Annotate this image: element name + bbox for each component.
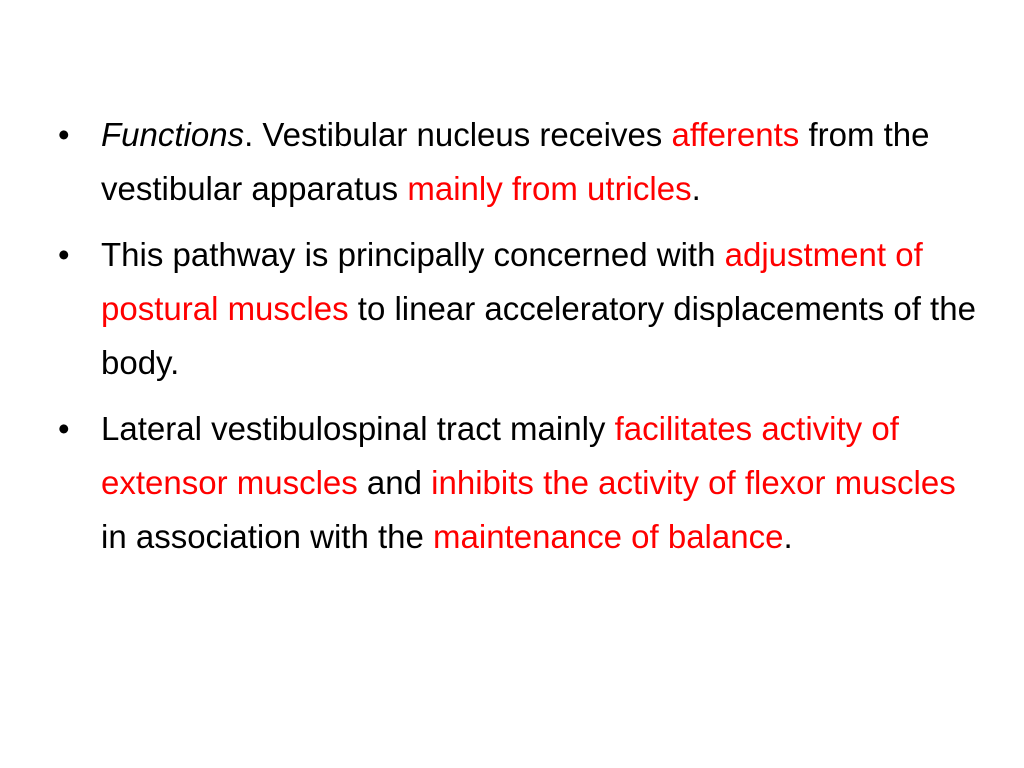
- text-segment: . Vestibular nucleus receives: [244, 116, 672, 153]
- bullet-item-lateral-tract: [56, 402, 976, 564]
- bullet-list: [56, 108, 976, 576]
- text-segment: in association with the: [101, 518, 434, 555]
- highlight-segment: inhibits the activity of flexor muscles: [431, 464, 956, 501]
- highlight-segment: facilitates activity of extensor muscles: [101, 410, 899, 501]
- text-segment: .: [691, 170, 701, 207]
- text-segment: .: [783, 518, 793, 555]
- bullet-item-pathway: [56, 228, 976, 390]
- highlight-segment: afferents: [671, 116, 800, 153]
- highlight-segment: maintenance of balance: [433, 518, 784, 555]
- text-segment: This pathway is principally concerned with: [101, 236, 725, 273]
- text-segment: from the vestibular apparatus: [101, 116, 930, 207]
- bullet-item-functions: [56, 108, 976, 216]
- text-segment: Lateral vestibulospinal tract mainly: [101, 410, 615, 447]
- text-segment: and: [357, 464, 432, 501]
- text-segment: Functions: [101, 116, 245, 153]
- highlight-segment: mainly from utricles: [407, 170, 692, 207]
- text-segment: to linear acceleratory displacements of the body.: [101, 290, 976, 381]
- highlight-segment: adjustment of postural muscles: [101, 236, 923, 327]
